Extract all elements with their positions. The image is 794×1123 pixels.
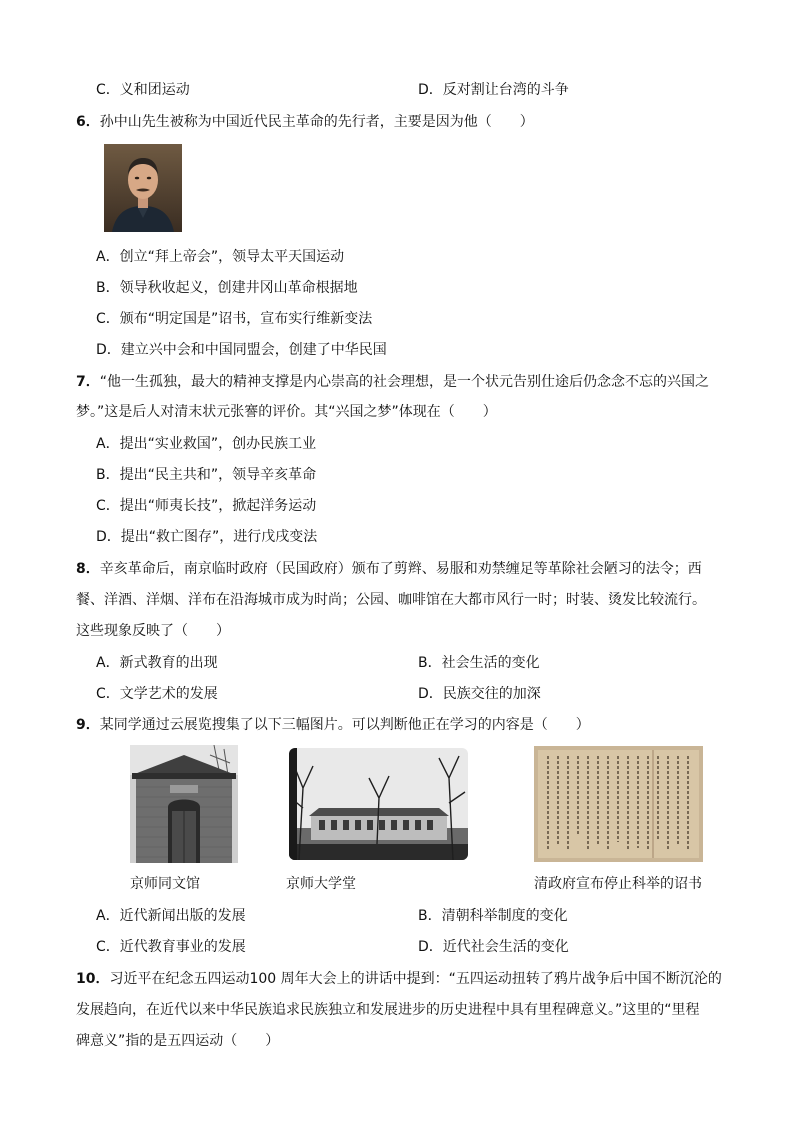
q8-stem-line3: 这些现象反映了（ ） [76, 623, 230, 639]
q6-number: 6． [76, 114, 100, 130]
q7-stem-text: “他一生孤独，最大的精神支撑是内心崇高的社会理想，是一个状元告别仕途后仍念念不忘的兴国之 [99, 374, 710, 390]
q10-stem-text: 习近平在纪念五四运动100 周年大会上的讲话中提到：“五四运动扭转了鸦片战争后中国不断沉沦的 [109, 971, 722, 987]
q8-number: 8． [76, 561, 100, 577]
q10-number: 10． [76, 971, 110, 987]
q8-option-b: B．社会生活的变化 [418, 655, 540, 671]
q9-number: 9． [76, 717, 100, 733]
q9-stem-text: 某同学通过云展览搜集了以下三幅图片。可以判断他正在学习的内容是（ ） [99, 717, 590, 733]
q9-option-d: D．近代社会生活的变化 [418, 939, 569, 955]
q8-stem-text: 辛亥革命后，南京临时政府（民国政府）颁布了剪辫、易服和劝禁缠足等革除社会陋习的法令；西 [99, 561, 702, 577]
q9-caption-3: 清政府宣布停止科举的诏书 [534, 876, 702, 892]
keju-abolition-edict-photo [534, 746, 703, 862]
q9-stem [76, 715, 590, 735]
q9-option-c: C．近代教育事业的发展 [96, 939, 246, 955]
q6-stem [76, 112, 534, 132]
q5-option-d: D．反对割让台湾的斗争 [418, 82, 569, 98]
q10-stem-line3: 碑意义”指的是五四运动（ ） [76, 1033, 280, 1049]
q6-option-a: A．创立“拜上帝会”，领导太平天国运动 [96, 249, 345, 265]
q7-stem-line2: 梦。”这是后人对清末状元张謇的评价。其“兴国之梦”体现在（ ） [76, 404, 497, 420]
q7-option-a: A．提出“实业救国”，创办民族工业 [96, 436, 317, 452]
q6-stem-text: 孙中山先生被称为中国近代民主革命的先行者，主要是因为他（ ） [99, 114, 534, 130]
q8-option-d: D．民族交往的加深 [418, 686, 541, 702]
q7-option-c: C．提出“师夷长技”，掀起洋务运动 [96, 498, 317, 514]
q7-option-b: B．提出“民主共和”，领导辛亥革命 [96, 467, 317, 483]
q6-option-b: B．领导秋收起义，创建井冈山革命根据地 [96, 280, 358, 296]
jingshi-university-photo [289, 748, 468, 860]
q9-caption-1: 京师同文馆 [130, 876, 200, 892]
q9-option-a: A．近代新闻出版的发展 [96, 908, 246, 924]
q6-option-c: C．颁布“明定国是”诏书，宣布实行维新变法 [96, 311, 373, 327]
q8-option-c: C．文学艺术的发展 [96, 686, 218, 702]
q6-option-d: D．建立兴中会和中国同盟会，创建了中华民国 [96, 342, 387, 358]
q10-stem-line2: 发展趋向，在近代以来中华民族追求民族独立和发展进步的历史进程中具有里程碑意义。”这里的“里程 [76, 1002, 700, 1018]
q8-option-a: A．新式教育的出现 [96, 655, 218, 671]
q7-option-d: D．提出“救亡图存”，进行戊戌变法 [96, 529, 318, 545]
sun-yat-sen-portrait [104, 144, 182, 232]
q10-stem-line1 [76, 969, 722, 989]
q9-caption-2: 京师大学堂 [286, 876, 356, 892]
q5-option-c: C．义和团运动 [96, 82, 190, 98]
q7-number: 7． [76, 374, 100, 390]
q8-stem-line1 [76, 559, 702, 579]
tongwenguan-gate-photo [130, 745, 238, 863]
q8-stem-line2: 餐、洋酒、洋烟、洋布在沿海城市成为时尚；公园、咖啡馆在大都市风行一时；时装、烫发比较流行。 [76, 592, 706, 608]
q7-stem-line1 [76, 372, 709, 392]
q9-option-b: B．清朝科举制度的变化 [418, 908, 568, 924]
